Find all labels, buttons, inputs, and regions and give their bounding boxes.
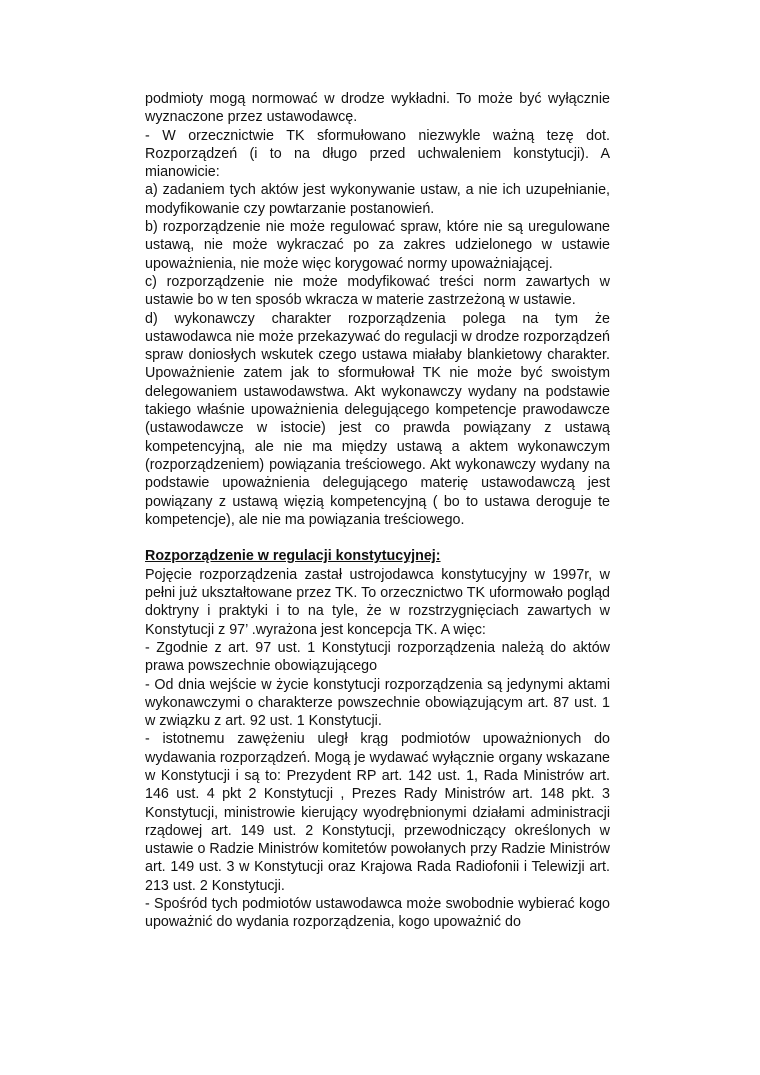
list-item-d: d) wykonawczy charakter rozporządzenia polega na tym że ustawodawca nie może przekazywać do regulacji w drodze rozporządzeń spraw doniosłych wskutek czego ustawa miałaby blankietowy charakter. Upoważnienie zatem jak to sformułował TK nie może być swoistym delegowaniem ustawodawstwa. Akt wykonawczy wydany na podstawie takiego właśnie upoważnienia delegującego kompetencje prawodawcze (ustawodawcze w istocie) jest co prawda powiązany z ustawą kompetencyjną, ale nie ma między ustawą a aktem wykonawczym (rozporządzeniem) powiązania treściowego. Akt wykonawczy wydany na podstawie upoważnienia delegującego materię ustawodawczą jest powiązany z ustawą więzią kompetencyjną ( bo to ustawa deroguje te kompetencje), ale nie ma powiązania treściowego.	[145, 310, 610, 528]
list-item-a: a) zadaniem tych aktów jest wykonywanie ustaw, a nie ich uzupełnianie, modyfikowanie czy powtarzanie postanowień.	[145, 182, 610, 217]
blank-line	[145, 529, 610, 547]
document-page	[145, 90, 610, 932]
paragraph: - Zgodnie z art. 97 ust. 1 Konstytucji rozporządzenia należą do aktów prawa powszechnie obowiązującego	[145, 639, 610, 675]
paragraph: podmioty mogą normować w drodze wykładni. To może być wyłącznie wyznaczone przez ustawodawcę.	[145, 91, 610, 126]
paragraph: - Od dnia wejście w życie konstytucji rozporządzenia są jedynymi aktami wykonawczymi o charakterze powszechnie obowiązującym art. 87 ust. 1 w związku z art. 92 ust. 1 Konstytucji.	[145, 676, 610, 730]
section-heading: Rozporządzenie w regulacji konstytucyjnej:	[145, 548, 441, 565]
list-item-b: b) rozporządzenie nie może regulować spraw, które nie są uregulowane ustawą, nie może wykraczać po za zakres udzielonego w ustawie upoważnienia, nie może więc korygować normy upoważniającej.	[145, 219, 610, 272]
list-item-c: c) rozporządzenie nie może modyfikować treści norm zawartych w ustawie bo w ten sposób wkracza w materie zastrzeżoną w ustawie.	[145, 273, 610, 309]
paragraph: - W orzecznictwie TK sformułowano niezwykle ważną tezę dot. Rozporządzeń (i to na długo przed uchwaleniem konstytucji). A mianowicie:	[145, 127, 610, 181]
paragraph: - istotnemu zawężeniu uległ krąg podmiotów upoważnionych do wydawania rozporządzeń. Mogą je wydawać wyłącznie organy wskazane w Konstytucji i są to: Prezydent RP art. 142 ust. 1, Rada Ministrów art. 146 ust. 4 pkt 2 Konstytucji , Prezes Rady Ministrów art. 148 pkt. 3 Konstytucji, ministrowie kierujący wyodrębnionymi działami administracji rządowej art. 149 ust. 2 Konstytucji, przewodniczący określonych w ustawie o Radzie Ministrów komitetów powołanych przy Radzie Ministrów art. 149 ust. 3 w Konstytucji oraz Krajowa Rada Radiofonii i Telewizji art. 213 ust. 2 Konstytucji.	[145, 731, 610, 894]
paragraph: Pojęcie rozporządzenia zastał ustrojodawca konstytucyjny w 1997r, w pełni już ukształtowane przez TK. To orzecznictwo TK uformowało pogląd doktryny i praktyki i to na tyle, że w rozstrzygnięciach zawartych w Konstytucji z 97’ .wyrażona jest koncepcja TK. A więc:	[145, 566, 610, 638]
paragraph: - Spośród tych podmiotów ustawodawca może swobodnie wybierać kogo upoważnić do wydania rozporządzenia, kogo upoważnić do	[145, 896, 610, 931]
